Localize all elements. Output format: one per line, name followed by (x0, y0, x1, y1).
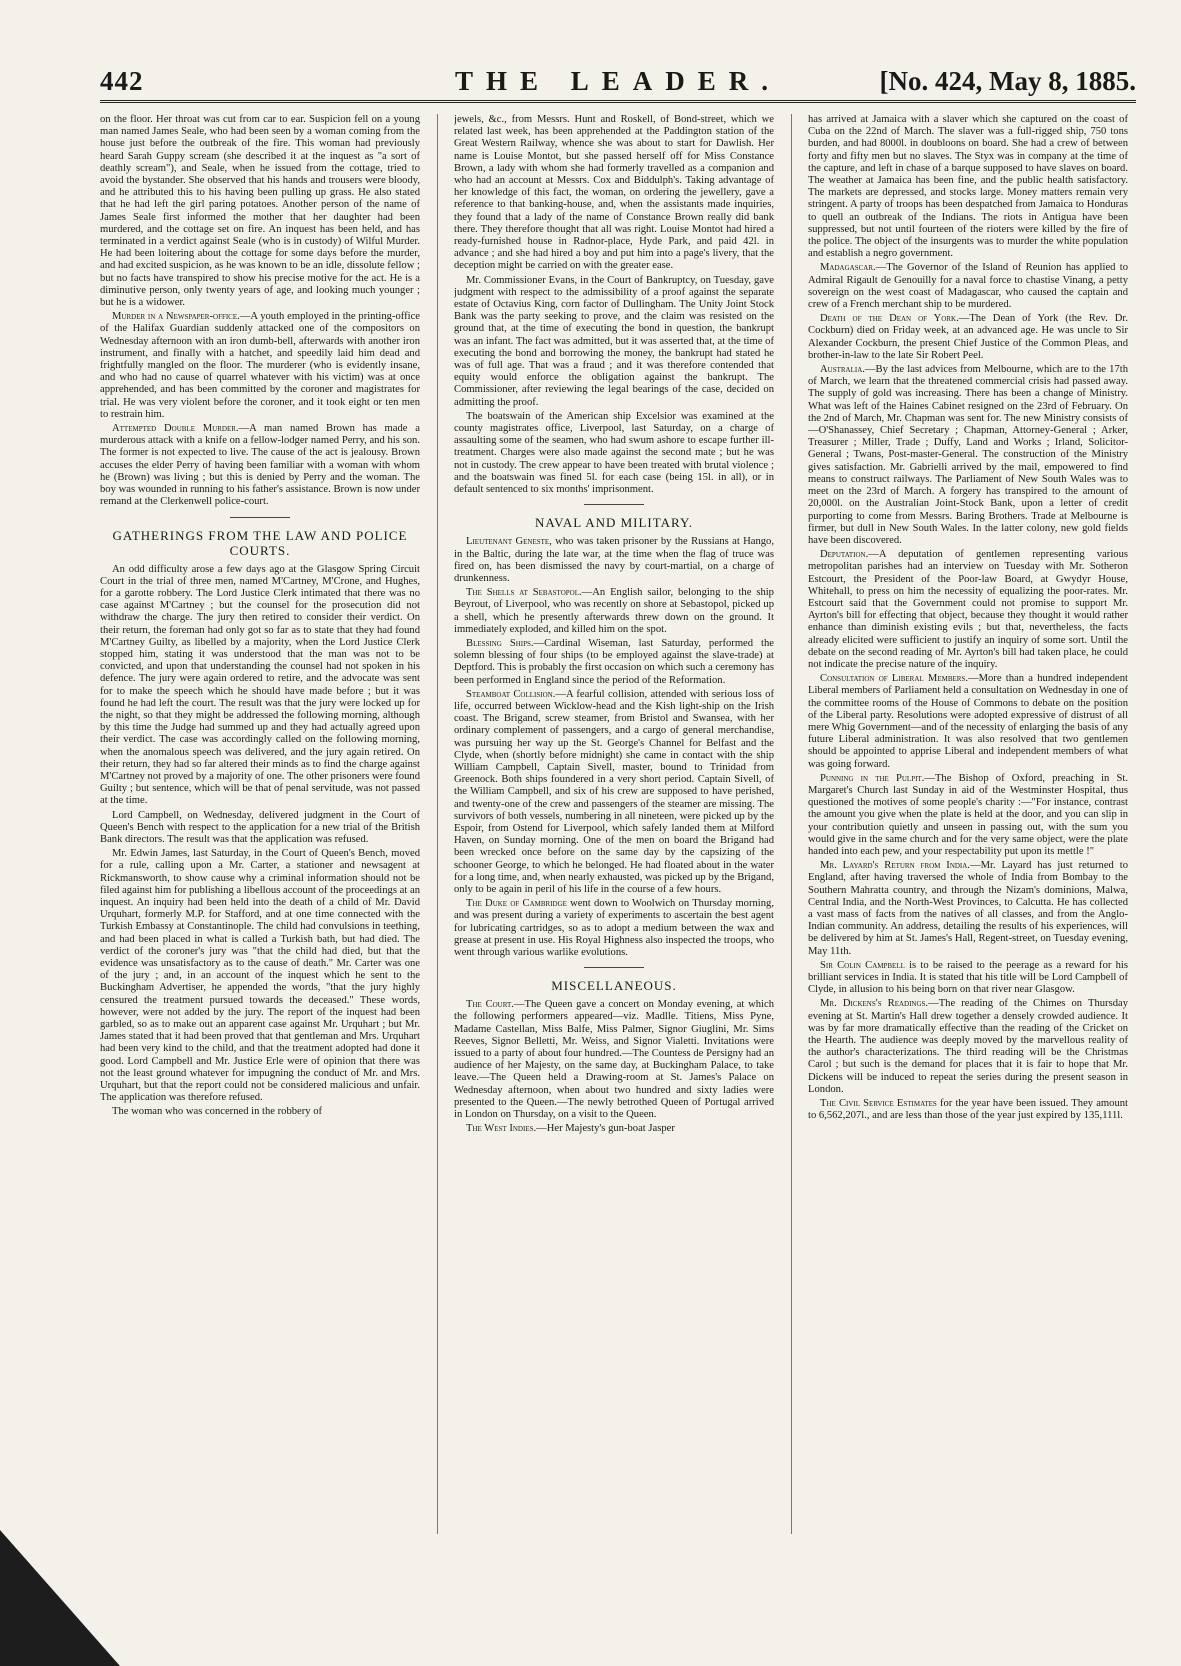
paragraph: Steamboat Collision.—A fearful collision, attended with serious loss of life, occurred between Wicklow-head and the Kish light-ship on the Irish coast. The Brigand, screw steamer, from Bristol and Swansea, with her ordinary complement of passengers, and a cargo of general merchandise, was pursuing her way up the St. George's Channel for Belfast and the Clyde, when (shortly before midnight) she came in contact with the ship William Campbell, Captain Sivell, master, bound to Trinidad from Greenock. Both ships foundered in a very short period. Captain Sivell, of the William Campbell, and six of his crew are supposed to have perished, and twenty-one of the crew and passengers of the steamer are missing. The survivors of both vessels, numbering in all nineteen, were picked up by the Espoir, from Ostend for Liverpool, which safely landed them at Milford Haven, on Sunday morning. One of the men on board the Brigand had been wrecked once before on the same day by the capsizing of the schooner George, to which he belonged. He had floated about in the water for a long time, and, when nearly exhausted, was picked up by the Brigand, only to be again in peril of his life in the course of a few hours. (454, 688, 774, 895)
paragraph-lead: The Court. (466, 999, 514, 1011)
section-heading: NAVAL AND MILITARY. (535, 515, 693, 531)
section-rule (230, 517, 290, 518)
section-rule (584, 504, 644, 505)
paragraph-lead: Deputation. (820, 549, 869, 561)
paragraph: The Shells at Sebastopol.—An English sailor, belonging to the ship Beyrout, of Liverpool, who was recently on shore at Sebastopol, picked up a shell, which he presently afterwards threw down on the ground. It immediately exploded, and killed him on the spot. (454, 587, 774, 635)
column-1 (100, 114, 420, 1534)
paragraph: Lieutenant Geneste, who was taken prisoner by the Russians at Hango, in the Baltic, during the late war, at the time when the flag of truce was fired on, has been dismissed the navy by court-martial, on a charge of drunkenness. (454, 536, 774, 584)
paragraph-lead: Mr. Layard's Return from India. (820, 860, 970, 872)
issue-date: [No. 424, May 8, 1885. (879, 66, 1136, 96)
page-number: 442 (100, 66, 144, 96)
paragraph: Madagascar.—The Governor of the Island of Reunion has applied to Admiral Rigault de Genouilly for a naval force to chastise Vinang, a petty sovereign on the west coast of Madagascar, who caused the captain and crew of a French merchant ship to be murdered. (808, 262, 1128, 311)
section-heading: GATHERINGS FROM THE LAW AND POLICE COURTS. (112, 527, 408, 558)
paragraph: The Duke of Cambridge went down to Woolwich on Thursday morning, and was present during a variety of experiments to ascertain the best agent for lubricating cartridges, so as to adopt a medium between the wax and grease at present in use. His Royal Highness also inspected the troops, who went through various warlike evolutions. (454, 898, 774, 958)
paragraph: Mr. Edwin James, last Saturday, in the Court of Queen's Bench, moved for a rule, calling upon a Mr. Carter, a stationer and newsagent at Rickmansworth, to show cause why a criminal information should not be filed against him for publishing a libellous account of the proceedings at an inquest. An inquiry had been held into the death of a child of Mr. David Urquhart, formerly M.P. for Stafford, and at one time connected with the Turkish Embassy at Constantinople. The child had convulsions in teething, and had been placed in what is called a Turkish bath, but had died. The verdict of the coroner's jury was "that the child had died, but that the evidence was unsatisfactory as to the cause of death." Mr. Carter was one of the jury ; and, in an account of the inquest which he sent to the Buckingham Advertiser, he appended the words, "that the jury highly censured the treatment pursued towards the deceased." These words, however, were not added by the jury. The report of the inquest had been garbled, so as to make out an apparent case against Mr. Urquhart ; but Mr. James stated that it had been proved that that gentleman and Mrs. Urquhart had been very kind to the child, and that the treatment adopted had done it good. Lord Campbell and Mr. Justice Erle were of opinion that there was not the least ground whatever for impugning the conduct of Mr. and Mrs. Urquhart, but that the report could not be considered malicious and unfair. The application was therefore refused. (100, 848, 420, 1104)
paragraph-lead: Blessing Ships. (466, 637, 534, 649)
paragraph-lead: Punning in the Pulpit. (820, 772, 925, 784)
paragraph-lead: Attempted Double Murder. (112, 423, 239, 435)
paragraph-lead: Steamboat Collision. (466, 688, 556, 700)
paragraph: jewels, &c., from Messrs. Hunt and Roskell, of Bond-street, which we related last week, has been apprehended at the Paddington station of the Great Western Railway, whence she was about to start for Dawlish. Her name is Louise Montot, but she passed herself off for Miss Constance Brown, a lady with whom she had formerly travelled as a companion and who had an account at Messrs. Cox and Biddulph's. Taking advantage of her knowledge of this fact, the woman, on ordering the jewellery, gave a reference to that banking-house, and, when the assistants made inquiries, they found that a lady of the name of Constance Brown really did bank there. They therefore thought that all was right. Louise Montot had hired a ready-furnished house in Radnor-place, Hyde Park, and paid 42l. in advance ; and she had hired a boy and put him into a page's livery, that the deception might be carried on with the greater ease. (454, 114, 774, 272)
paragraph-lead: Madagascar. (820, 262, 876, 274)
paragraph: Attempted Double Murder.—A man named Brown has made a murderous attack with a knife on a fellow-lodger named Perry, and his son. The former is not expected to live. The cause of the act is jealousy. Brown accuses the elder Perry of having been familiar with a woman with whom he (Brown) was living ; but this is denied by Perry and the woman. The boy was wounded in running to his father's assistance. Brown is now under remand at the Clerkenwell police-court. (100, 423, 420, 508)
paragraph: The Court.—The Queen gave a concert on Monday evening, at which the following performers appeared—viz. Madlle. Titiens, Miss Pyne, Madame Castellan, Miss Balfe, Miss Palmer, Signor Giuglini, Mr. Sims Reeves, Signor Belletti, Mr. Weiss, and Signor Vialetti. Invitations were issued to a party of about four hundred.—The Countess de Persigny had an audience of her Majesty, on the same day, at Buckingham Palace, to take leave.—The Queen held a Drawing-room at St. James's Palace on Wednesday afternoon, when about two hundred and sixty ladies were presented to the Queen.—The newly betrothed Queen of Portugal arrived in London on Thursday, on a visit to the Queen. (454, 999, 774, 1121)
paragraph: Deputation.—A deputation of gentlemen representing various metropolitan parishes had an interview on Tuesday with Mr. Sotheron Estcourt, the President of the Poor-law Board, at Gwydyr House, Whitehall, to press on him the necessity of equalizing the poor-rates. Mr. Estcourt said that the Government could not promise to support Mr. Ayrton's bill for effecting that object, because they thought it would rather enhance than diminish existing evils ; but that, nevertheless, the facts already elicited were sufficient to justify an inquiry of some sort. Until the debate on the second reading of Mr. Ayrton's bill had taken place, he could not indicate the precise nature of the inquiry. (808, 549, 1128, 670)
paragraph-lead: Australia. (820, 364, 865, 376)
paragraph-lead: Lieutenant Geneste, (466, 536, 552, 548)
paragraph-lead: The Civil Service Estimates (820, 1098, 937, 1110)
paragraph: Sir Colin Campbell is to be raised to the peerage as a reward for his brilliant services in India. It is stated that his title will be Lord Campbell of Clyde, in allusion to his being born on that river near Glasgow. (808, 959, 1128, 996)
paragraph: Consultation of Liberal Members.—More than a hundred independent Liberal members of Parliament held a consultation on Wednesday in one of the committee rooms of the House of Commons to debate on the position of the Liberal party. Resolutions were adopted expressive of distrust of all mere Whig Government—and of the necessity of enlarging the basis of any future Liberal administration. It was also resolved that two gentlemen should be appointed to apprise Liberal and independent members of what was going forward. (808, 673, 1128, 770)
paragraph: The woman who was concerned in the robbery of (112, 1106, 323, 1118)
column-divider (791, 114, 792, 1534)
paragraph: Mr. Commissioner Evans, in the Court of Bankruptcy, on Tuesday, gave judgment with respect to the admissibility of a proof against the separate estate of Octavius King, corn factor of Dullingham. The Unity Joint Stock Bank was the party seeking to prove, and the claim was resisted on the ground that, at the time of executing the bond in question, the bankrupt was an infant. The fact was admitted, but it was asserted that, at the time of executing the bond and borrowing the money, the bankrupt had stated he was of full age. That was a fraud ; and it was therefore contended that equity would enforce the obligation against the bankrupt. The Commissioner, after reviewing the legal bearings of the case, decided on admitting the proof. (454, 274, 774, 408)
paragraph: The West Indies.—Her Majesty's gun-boat Jasper (466, 1123, 675, 1135)
paragraph: Mr. Layard's Return from India.—Mr. Layard has just returned to England, after having traversed the whole of India from Bombay to the Southern Mahratta country, and through the Nizam's dominions, Malwa, Central India, and the North-West Provinces, to Calcutta. He has collected a vast mass of facts from the natives of all classes, and from the Anglo-Indian community. An address, detailing the results of his experiences, will be delivered by him at St. James's Hall, Regent-street, on Tuesday evening, May 11th. (808, 860, 1128, 957)
paragraph-lead: The Shells at Sebastopol. (466, 587, 582, 599)
column-2 (454, 114, 774, 1534)
paragraph-lead: Consultation of Liberal Members. (820, 673, 968, 685)
paragraph-lead: The Duke of Cambridge (466, 898, 567, 910)
paragraph-lead: Murder in a Newspaper-office. (112, 311, 240, 323)
paragraph-lead: Sir Colin Campbell (820, 959, 905, 971)
paragraph-lead: Mr. Dickens's Readings. (820, 998, 929, 1010)
torn-page-corner (0, 1530, 120, 1666)
paragraph-lead: The West Indies. (466, 1123, 537, 1135)
paragraph: has arrived at Jamaica with a slaver which she captured on the coast of Cuba on the 22nd of March. The slaver was a full-rigged ship, 750 tons burden, and had 8000l. in doubloons on board. She had a crew of between forty and fifty men but no slaves. The Styx was in company at the time of the capture, and left in chase of a barque supposed to have slaves on board. The weather at Jamaica has been fine, and the public health satisfactory. The markets are depressed, and stocks large. Money matters remain very stringent. A party of troops has been despatched from Jamaica to Honduras to quell an outbreak of the Indians. The riots in Antigua have been suppressed, but not until fourteen of the rioters were killed by the fire of the police. The object of the insurgents was to murder the white population and establish a negro government. (808, 114, 1128, 260)
paragraph: Blessing Ships.—Cardinal Wiseman, last Saturday, performed the solemn blessing of four ships (to be employed against the slave-trade) at Deptford. This is probably the first occasion on which such a ceremony has been performed in England since the period of the Reformation. (454, 637, 774, 686)
newspaper-title: THE LEADER. (454, 66, 782, 96)
paragraph-lead: Death of the Dean of York. (820, 313, 959, 325)
paragraph: The Civil Service Estimates for the year have been issued. They amount to 6,562,207l., and are less than those of the year just expired by 135,111l. (808, 1098, 1128, 1122)
column-3 (808, 114, 1128, 1534)
paragraph: on the floor. Her throat was cut from car to ear. Suspicion fell on a young man named James Seale, who had been seen by a woman coming from the house just before the outbreak of the fire. This woman had previously heard Sarah Guppy scream (she described it at the inquest as "a sort of deathly scream"), and Seale, when he issued from the cottage, tried to avoid the bystander. She observed that his hands and trousers were bloody, and he attributed this to his having been pulling up grass. He also stated that he had left the girl paring potatoes. Another person of the name of James Seale first informed the mother that her daughter had been murdered, and the cottage set on fire. An inquest has been held, and has terminated in a verdict against Seale (who is in custody) of Wilful Murder. He had been loitering about the cottage for some days before the murder, and had excited suspicion, as he was known to be an idle, dissolute fellow ; but no facts have transpired to show his precise motive for the act. He is a diminutive person, only twenty years of age, and looking much younger ; but he is a widower. (100, 114, 420, 309)
paragraph: Death of the Dean of York.—The Dean of York (the Rev. Dr. Cockburn) died on Friday week, at an advanced age. He was uncle to Sir Alexander Cockburn, the present Chief Justice of the Common Pleas, and brother-in-law to the late Sir Robert Peel. (808, 313, 1128, 361)
section-rule (584, 967, 644, 968)
page-header (100, 62, 1136, 103)
section-heading: MISCELLANEOUS. (551, 978, 677, 994)
paragraph: Murder in a Newspaper-office.—A youth employed in the printing-office of the Halifax Guardian suddenly attacked one of the compositors on Wednesday afternoon with an iron dumb-bell, afterwards with another iron instrument, and finally with a hatchet, and speedily laid him dead and frightfully mangled on the floor. The murderer (who is evidently insane, and who had no cause of quarrel whatever with his victim) was at once apprehended, and has been committed by the coroner and magistrates for trial. He was very violent before the coroner, and it took eight or ten men to restrain him. (100, 311, 420, 420)
article-columns (100, 114, 1136, 1534)
column-divider (437, 114, 438, 1534)
paragraph: Australia.—By the last advices from Melbourne, which are to the 17th of March, we learn that the threatened commercial crisis had passed away. The supply of gold was increasing. There has been a change of Ministry. What was left of the Haines Cabinet resigned on the 23rd of February. On the 2nd of March, Mr. Chapman was sent for. The new Ministry consists of—O'Shanassey, Chief Secretary ; Chapman, Attorney-General ; Arker, Treasurer ; Miller, Trade ; Duffy, Land and Works ; Irland, Solicitor-General ; Twans, Post-master-General. The construction of the Ministry gives satisfaction. Mr. Gabrielli arrived by the mail, empowered to find means to construct railways. The Parliament of New South Wales was to meet on the 23rd of March. A forgery has transpired to the amount of 20,000l. on the Australian Joint-Stock Bank, upon a letter of credit purporting to come from Messrs. Baring Brothers. Trade at Melbourne is firmer, but dull in New South Wales. In the latter colony, new gold fields have been discovered. (808, 364, 1128, 546)
paragraph: Lord Campbell, on Wednesday, delivered judgment in the Court of Queen's Bench with respect to the application for a new trial of the British Bank directors. The result was that the application was refused. (100, 809, 420, 845)
paragraph: The boatswain of the American ship Excelsior was examined at the county magistrates office, Liverpool, last Saturday, on a charge of assaulting some of the seamen, who had swum ashore to escape further ill-treatment. Charges were also made against the second mate ; but he was not in custody. The crew appear to have been treated with brutal violence ; and the boatswain was fined 5l. for each case (being 15l. in all), or in default sentenced to six months' imprisonment. (454, 410, 774, 496)
paragraph: Mr. Dickens's Readings.—The reading of the Chimes on Thursday evening at St. Martin's Hall drew together a densely crowded audience. It was by far more dramatically effective than the reading of the Cricket on the Hearth. The audience was deeply moved by the marvellous reality of the author's characterizations. The third reading will be the Christmas Carol ; but such is the demand for places that it is fair to hope that Mr. Dickens will be induced to repeat the series during the present season in London. (808, 998, 1128, 1095)
paragraph: Punning in the Pulpit.—The Bishop of Oxford, preaching in St. Margaret's Church last Sunday in aid of the Westminster Hospital, thus questioned the motives of some people's charity :—"For instance, contrast the amount you give when the plate is held at the door, and you can slip in your contribution quietly and unseen in passing out, with the sum you would give in the same church and for the very same object, were the plate handed into each pew, and your respectability put upon its mettle !" (808, 772, 1128, 857)
paragraph: An odd difficulty arose a few days ago at the Glasgow Spring Circuit Court in the trial of three men, named M'Cartney, M'Crone, and Hughes, for a garotte robbery. The Lord Justice Clerk intimated that there was no case against M'Cartney ; but the counsel for the prosecution did not withdraw the charge. The jury then retired to consider their verdict. On their return, the foreman had only got so far as to state that they had found M'Cartney Guilty, as libelled by a majority, when the Lord Justice Clerk stopped him, stating it was understood that the man was not to be convicted, and upon that understanding the counsel had not spoken in his defence. The jury were again ordered to retire, and the advocate was sent for to make the speech which he should have made before ; but it was found he had left the court. The result was that the jury were locked up for the night, so that they might be addressed the following morning, although by this time the Judge had summed up and they had actually agreed upon their verdict. The case was accordingly called on the following morning, when the anomalous speech was delivered, and the jury again retired. On their return, they had so far altered their minds as to find the charge against M'Cartney not proved by a majority of one. The other prisoners were found Guilty ; but sentence, which will be that of penal servitude, was not passed at the time. (100, 563, 420, 807)
